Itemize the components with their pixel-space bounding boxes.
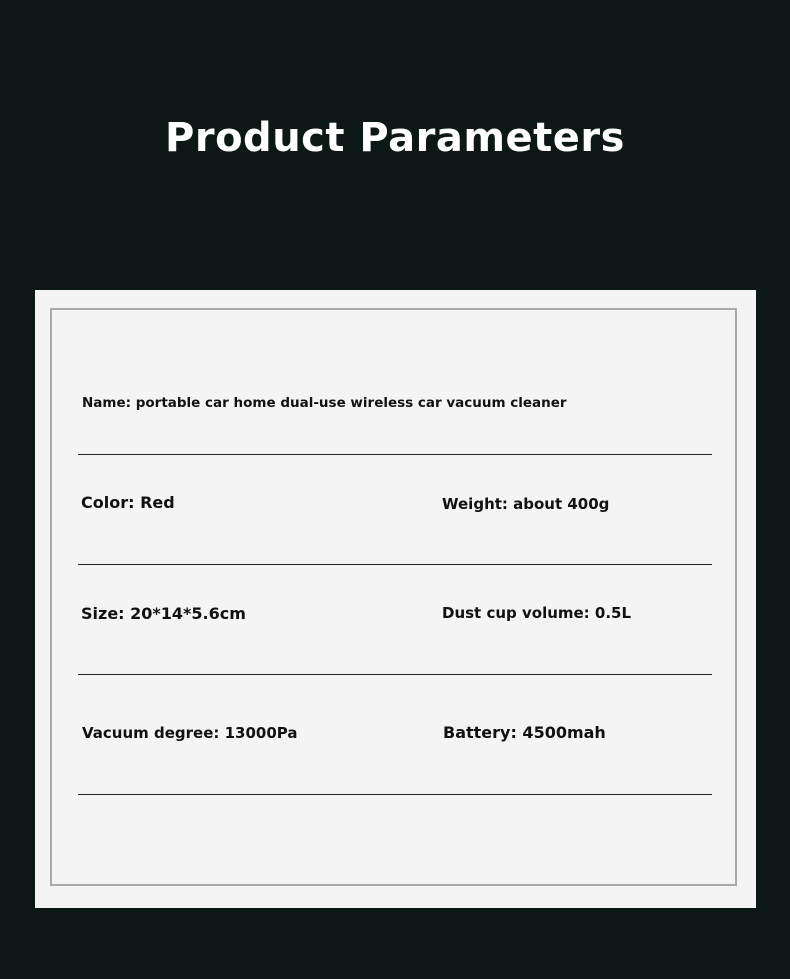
param-weight: Weight: about 400g [442,495,610,513]
param-size: Size: 20*14*5.6cm [81,604,246,623]
param-vacuum-degree: Vacuum degree: 13000Pa [82,724,298,742]
row-divider [78,454,712,455]
row-divider [78,564,712,565]
param-dust-cup: Dust cup volume: 0.5L [442,604,632,622]
parameters-card [35,290,756,908]
param-name: Name: portable car home dual-use wireless car vacuum cleaner [82,395,567,411]
param-battery: Battery: 4500mah [443,723,606,742]
row-divider [78,674,712,675]
page-title: Product Parameters [165,115,625,161]
row-divider [78,794,712,795]
param-color: Color: Red [81,493,175,512]
